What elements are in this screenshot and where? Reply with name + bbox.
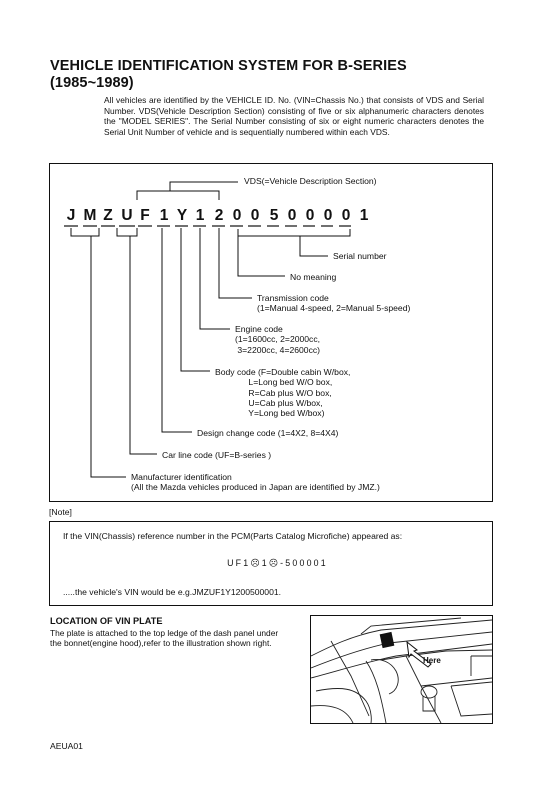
footer-code: AEUA01 bbox=[50, 741, 83, 751]
vin-plate-illustration bbox=[310, 615, 493, 724]
label-engine-code: Engine code (1=1600cc, 2=2000cc, 3=2200cc, 4=2600cc) bbox=[235, 324, 321, 355]
here-label: Here bbox=[423, 656, 441, 665]
label-transmission-code: Transmission code (1=Manual 4-speed, 2=Manual 5-speed) bbox=[257, 293, 411, 314]
vin-char: 1 bbox=[359, 207, 369, 224]
label-no-meaning: No meaning bbox=[290, 272, 337, 282]
vin-char: 0 bbox=[305, 207, 315, 224]
label-manufacturer-identification: Manufacturer identification (All the Mazda vehicles produced in Japan are identified by JMZ.) bbox=[131, 472, 380, 493]
vin-char: F bbox=[140, 207, 150, 224]
vin-char: 0 bbox=[287, 207, 297, 224]
engine-bay-drawing bbox=[311, 616, 492, 723]
page-title bbox=[50, 58, 490, 92]
vin-char: U bbox=[121, 207, 133, 224]
label-serial-number: Serial number bbox=[333, 251, 387, 261]
location-text: The plate is attached to the top ledge of the dash panel under the bonnet(engine hood),refer to the illustration shown right. bbox=[50, 628, 279, 649]
vin-char: Y bbox=[176, 207, 188, 224]
note-line-3: .....the vehicle's VIN would be e.g.JMZUF1Y1200500001. bbox=[63, 587, 282, 597]
vin-char: J bbox=[66, 207, 76, 224]
vin-char: Z bbox=[103, 207, 113, 224]
label-design-change-code: Design change code (1=4X2, 8=4X4) bbox=[197, 428, 339, 438]
vin-char: 0 bbox=[341, 207, 351, 224]
vin-char: 2 bbox=[214, 207, 224, 224]
vin-char: 0 bbox=[250, 207, 260, 224]
note-label: [Note] bbox=[49, 507, 72, 517]
location-title: LOCATION OF VIN PLATE bbox=[50, 616, 163, 626]
title-line-1: VEHICLE IDENTIFICATION SYSTEM FOR B-SERIES bbox=[50, 58, 407, 74]
note-pcm-reference: UF1☹1☹-500001 bbox=[227, 558, 328, 568]
title-line-2: (1985~1989) bbox=[50, 75, 134, 91]
intro-paragraph: All vehicles are identified by the VEHICLE ID. No. (VIN=Chassis No.) that consists of VDS and Serial Number. VDS(Vehicle Description Section) consisting of five or six alphanumeric characters denotes the "MODEL SERIES". The Serial Number consisting of six or eight numeric characters denotes the Serial Unit Number of vehicle and is sequentially numbered within each VDS. bbox=[104, 95, 484, 137]
note-line-1: If the VIN(Chassis) reference number in the PCM(Parts Catalog Microfiche) appeared as: bbox=[63, 531, 403, 541]
vin-char: 1 bbox=[159, 207, 169, 224]
vin-char: M bbox=[83, 207, 97, 224]
vin-char: 0 bbox=[323, 207, 333, 224]
vin-char: 1 bbox=[195, 207, 205, 224]
vin-char: 5 bbox=[269, 207, 279, 224]
label-car-line-code: Car line code (UF=B-series ) bbox=[162, 450, 272, 460]
vin-char: 0 bbox=[232, 207, 242, 224]
label-body-code: Body code (F=Double cabin W/box, L=Long bed W/O box, R=Cab plus W/O box, U=Cab plus W/box, Y=Long bed W/box) bbox=[215, 367, 351, 419]
label-vds: VDS(=Vehicle Description Section) bbox=[244, 176, 377, 186]
